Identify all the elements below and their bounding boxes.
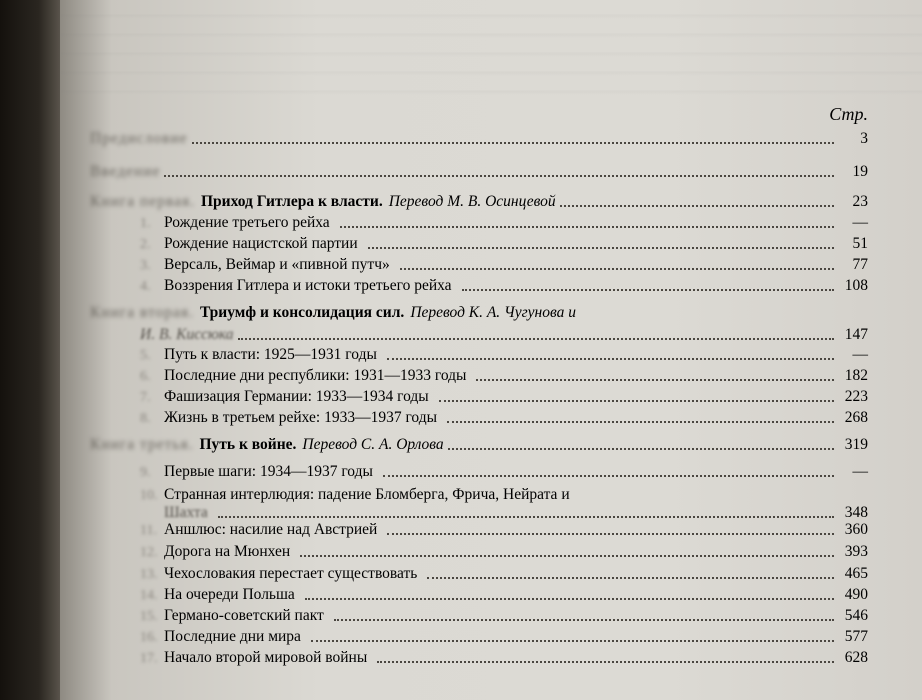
dot-leader <box>305 584 834 600</box>
chapter-number: 11. <box>140 523 157 538</box>
dot-leader <box>300 541 834 557</box>
toc-chapter <box>140 605 868 627</box>
page-number: 360 <box>844 521 868 538</box>
page-number: 108 <box>844 277 868 294</box>
dot-leader <box>560 191 834 207</box>
chapter-number: 13. <box>140 567 158 582</box>
chapter-number: 4. <box>140 279 151 294</box>
chapter-title: Германо-советский пакт <box>164 607 324 624</box>
chapter-number: 14. <box>140 588 158 603</box>
page-number: 577 <box>844 628 868 645</box>
translator-credit: Перевод М. В. Осинцевой <box>388 193 556 210</box>
toc-chapter <box>140 584 868 606</box>
chapter-number: 1. <box>140 216 151 231</box>
dot-leader <box>377 647 834 663</box>
dot-leader <box>164 161 834 177</box>
dot-leader <box>427 563 834 579</box>
dot-leader <box>387 344 834 360</box>
page-number: 23 <box>852 193 868 210</box>
toc-entry-introduction <box>90 161 868 183</box>
chapter-number: 15. <box>140 609 158 624</box>
toc-chapter <box>140 519 868 541</box>
toc-chapter <box>140 541 868 563</box>
page-number: 223 <box>844 388 868 405</box>
toc-chapter <box>140 233 868 255</box>
page-number: — <box>852 346 868 363</box>
translator-credit: Перевод К. А. Чугунова и <box>410 304 576 321</box>
chapter-title: Странная интерлюдия: падение Бломберга, Фрича, Нейрата и <box>164 486 570 503</box>
page-number: 268 <box>844 409 868 426</box>
toc-chapter <box>140 344 868 366</box>
chapter-title: Дорога на Мюнхен <box>164 543 291 560</box>
dot-leader <box>439 386 834 402</box>
dot-leader <box>192 128 834 144</box>
toc-part-three <box>90 434 868 456</box>
page-number: — <box>852 214 868 231</box>
page-number: 19 <box>852 163 868 180</box>
dot-leader <box>311 626 834 642</box>
toc-chapter <box>140 626 868 648</box>
chapter-number: 9. <box>140 465 151 480</box>
dot-leader <box>368 233 834 249</box>
page-number: — <box>852 463 868 480</box>
toc-chapter <box>140 461 868 483</box>
page-number: 147 <box>844 326 868 343</box>
toc-chapter <box>140 212 868 234</box>
dot-leader <box>238 324 834 340</box>
chapter-title: Путь к власти: 1925—1931 годы <box>164 346 377 363</box>
part-label: Книга третья. <box>90 436 194 453</box>
toc-entry-label: Введение <box>90 163 161 180</box>
dot-leader <box>400 254 834 270</box>
chapter-number: 16. <box>140 630 158 645</box>
toc-chapter <box>140 365 868 387</box>
chapter-title: Первые шаги: 1934—1937 годы <box>164 463 373 480</box>
page-number: 628 <box>844 649 868 666</box>
toc-entry-preface <box>90 128 868 150</box>
page-number: 393 <box>844 543 868 560</box>
part-title: Приход Гитлера к власти. <box>200 193 383 210</box>
chapter-number: 10. <box>140 488 158 503</box>
toc-chapter <box>140 275 868 297</box>
toc-part-two <box>90 302 868 324</box>
part-label: Книга вторая. <box>90 304 194 321</box>
toc-chapter <box>140 386 868 408</box>
chapter-title-continued: Шахта <box>164 504 208 521</box>
toc-entry-label: Предисловие <box>90 130 188 147</box>
chapter-number: 8. <box>140 411 151 426</box>
chapter-title: Воззрения Гитлера и истоки третьего рейха <box>164 277 452 294</box>
part-label: Книга первая. <box>90 193 195 210</box>
toc-chapter <box>140 407 868 429</box>
toc-chapter <box>140 563 868 585</box>
dot-leader <box>462 275 834 291</box>
dot-leader <box>387 519 834 535</box>
chapter-number: 3. <box>140 258 151 273</box>
page-number: 77 <box>852 256 868 273</box>
bleed-through-text <box>60 0 922 95</box>
chapter-number: 7. <box>140 390 151 405</box>
page-number: 3 <box>860 130 868 147</box>
page-column-label: Стр. <box>829 104 868 124</box>
toc-part-one <box>90 191 868 213</box>
page-number: 51 <box>852 235 868 252</box>
page-number: 319 <box>844 436 868 453</box>
chapter-title: Последние дни республики: 1931—1933 годы <box>164 367 467 384</box>
translator-credit-continued: И. В. Киссюка <box>140 326 234 343</box>
page-number: 465 <box>844 565 868 582</box>
dot-leader <box>448 434 834 450</box>
chapter-title: Жизнь в третьем рейхе: 1933—1937 годы <box>164 409 438 426</box>
toc-part-two-continued <box>140 324 868 346</box>
chapter-title: Последние дни мира <box>164 628 301 645</box>
part-title: Триумф и консолидация сил. <box>199 304 405 321</box>
dot-leader <box>383 461 834 477</box>
chapter-title: Чехословакия перестает существовать <box>164 565 418 582</box>
chapter-title: Рождение нацистской партии <box>164 235 358 252</box>
page-number: 546 <box>844 607 868 624</box>
chapter-title: Рождение третьего рейха <box>164 214 330 231</box>
dot-leader <box>447 407 834 423</box>
page-number: 348 <box>844 504 868 521</box>
chapter-title: Начало второй мировой войны <box>164 649 368 666</box>
part-title: Путь к войне. <box>199 436 297 453</box>
dot-leader <box>340 212 834 228</box>
toc-chapter <box>140 254 868 276</box>
chapter-number: 5. <box>140 348 151 363</box>
chapter-title: На очереди Польша <box>164 586 295 603</box>
page-number: 490 <box>844 586 868 603</box>
chapter-number: 2. <box>140 237 151 252</box>
toc-chapter <box>140 647 868 669</box>
page-number: 182 <box>844 367 868 384</box>
chapter-title: Версаль, Веймар и «пивной путч» <box>164 256 390 273</box>
translator-credit: Перевод С. А. Орлова <box>302 436 444 453</box>
dot-leader <box>218 502 834 518</box>
chapter-number: 12. <box>140 545 158 560</box>
dot-leader <box>334 605 834 621</box>
chapter-title: Аншлюс: насилие над Австрией <box>164 521 378 538</box>
chapter-title: Фашизация Германии: 1933—1934 годы <box>164 388 429 405</box>
chapter-number: 17. <box>140 651 158 666</box>
chapter-number: 6. <box>140 369 151 384</box>
dot-leader <box>476 365 834 381</box>
